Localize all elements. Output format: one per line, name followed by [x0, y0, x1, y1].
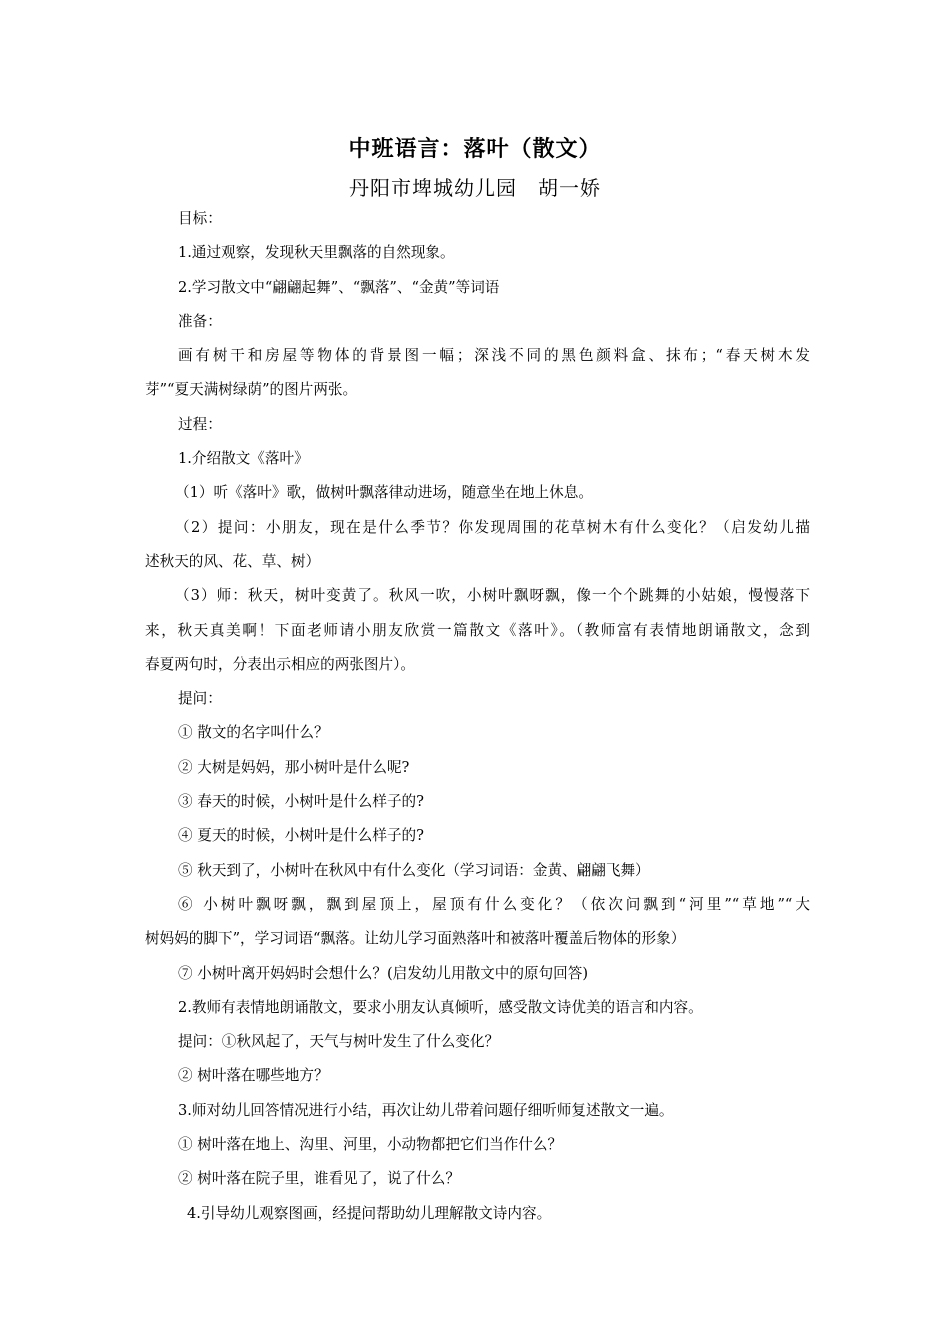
paragraph-line: （1）听《落叶》歌，做树叶飘落律动进场，随意坐在地上休息。: [175, 484, 593, 502]
list-item: ① 树叶落在地上、沟里、河里，小动物都把它们当作什么？: [178, 1136, 563, 1154]
list-item: ③ 春天的时候，小树叶是什么样子的?: [178, 793, 424, 811]
paragraph-line: 芽”“夏天满树绿荫”的图片两张。: [145, 381, 358, 399]
paragraph-line: 述秋天的风、花、草、树）: [145, 552, 321, 570]
list-item: ⑥ 小树叶飘呀飘，飘到屋顶上，屋顶有什么变化？（依次问飘到“河里”“草地”“大: [178, 895, 810, 913]
list-item: 树妈妈的脚下”，学习词语“飘落。让幼儿学习面熟落叶和被落叶覆盖后物体的形象）: [145, 930, 686, 948]
section-heading-preparation: 准备：: [178, 312, 222, 330]
paragraph-line: 1.通过观察，发现秋天里飘落的自然现象。: [178, 244, 455, 262]
paragraph-line: （2）提问：小朋友，现在是什么季节？你发现周围的花草树木有什么变化？（启发幼儿描: [175, 518, 810, 536]
paragraph-line: 2.教师有表情地朗诵散文，要求小朋友认真倾听，感受散文诗优美的语言和内容。: [178, 998, 703, 1016]
list-item: ⑦ 小树叶离开妈妈时会想什么？(启发幼儿用散文中的原句回答): [178, 964, 589, 982]
document-body: [145, 202, 810, 1231]
paragraph-line: 1.介绍散文《落叶》: [178, 450, 309, 468]
list-item: ① 散文的名字叫什么？: [178, 724, 329, 742]
section-heading-process: 过程：: [178, 415, 222, 433]
paragraph-line: 春夏两句时，分表出示相应的两张图片）。: [145, 655, 415, 673]
paragraph-line: （3）师：秋天，树叶变黄了。秋风一吹，小树叶飘呀飘，像一个个跳舞的小姑娘，慢慢落下: [175, 587, 810, 605]
list-item: ② 大树是妈妈，那小树叶是什么呢?: [178, 758, 410, 776]
section-heading-goals: 目标：: [178, 210, 222, 227]
list-item: ② 树叶落在院子里，谁看见了，说了什么？: [178, 1170, 460, 1188]
list-item: ④ 夏天的时候，小树叶是什么样子的?: [178, 827, 424, 845]
paragraph-line: 4.引导幼儿观察图画，经提问帮助幼儿理解散文诗内容。: [187, 1204, 552, 1222]
paragraph-line: 2.学习散文中“翩翩起舞”、“飘落”、“金黄”等词语: [178, 278, 500, 296]
paragraph-line: 画有树干和房屋等物体的背景图一幅；深浅不同的黑色颜料盒、抹布；“春天树木发: [178, 347, 810, 365]
section-heading-questions: 提问：: [178, 690, 222, 708]
paragraph-line: 提问：①秋风起了，天气与树叶发生了什么变化？: [178, 1033, 500, 1051]
paragraph-line: 来，秋天真美啊！下面老师请小朋友欣赏一篇散文《落叶》。（教师富有表情地朗诵散文，念到: [145, 621, 810, 639]
list-item: ② 树叶落在哪些地方？: [178, 1067, 329, 1085]
document-subtitle: 丹阳市埤城幼儿园 胡一娇: [349, 176, 601, 200]
document-title: 中班语言：落叶（散文）: [348, 137, 602, 162]
paragraph-line: 3.师对幼儿回答情况进行小结，再次让幼儿带着问题仔细听师复述散文一遍。: [178, 1101, 674, 1119]
list-item: ⑤ 秋天到了，小树叶在秋风中有什么变化（学习词语：金黄、翩翩飞舞）: [178, 861, 650, 879]
